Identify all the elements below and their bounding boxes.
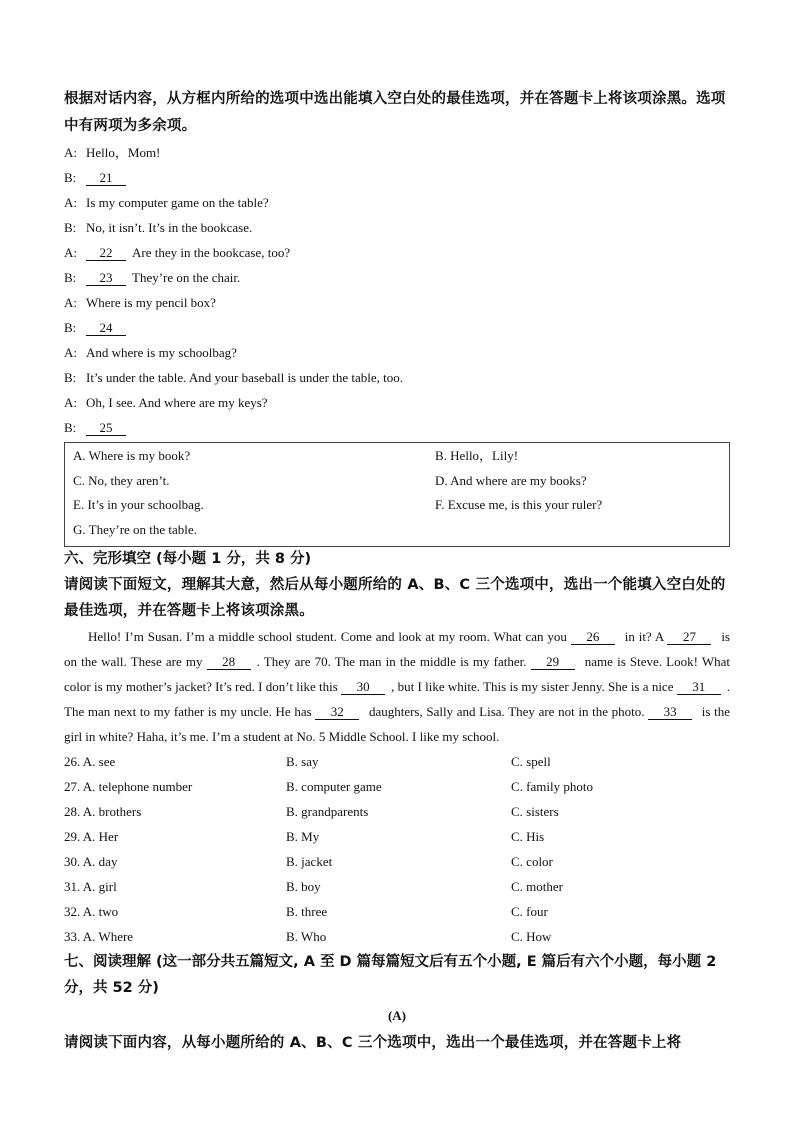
speaker-label: B: <box>64 420 77 435</box>
answer-blank: 23 <box>86 270 126 286</box>
question-row <box>64 849 730 874</box>
speaker-label: B: <box>64 320 77 335</box>
speaker-label: A: <box>64 195 77 210</box>
dialogue-line <box>64 290 730 315</box>
question-option: 28. A. brothers <box>64 804 142 819</box>
question-option: 26. A. see <box>64 754 116 769</box>
question-option: C. four <box>511 904 548 919</box>
dialogue-line <box>64 140 730 165</box>
question-option: B. computer game <box>286 779 382 794</box>
part-label: (A) <box>387 1008 407 1023</box>
question-option: B. boy <box>286 879 321 894</box>
question-row <box>64 824 730 849</box>
question-option: 31. A. girl <box>64 879 117 894</box>
question-option: C. sisters <box>511 804 559 819</box>
question-option: B. jacket <box>286 854 333 869</box>
answer-blank: 25 <box>86 420 126 436</box>
question-row <box>64 749 730 774</box>
cloze-blank: 32 <box>315 704 359 720</box>
dialogue-text: Oh, I see. And where are my keys? <box>86 395 268 410</box>
question-row <box>64 924 730 949</box>
question-option: B. three <box>286 904 328 919</box>
dialogue-text: Is my computer game on the table? <box>86 195 269 210</box>
speaker-label: B: <box>64 270 77 285</box>
question-option: C. color <box>511 854 553 869</box>
dialogue-line <box>64 315 730 340</box>
passage-text: . They are 70. The man in the middle is my father. <box>256 654 531 669</box>
section-6-instruction: 请阅读下面短文，理解其大意，然后从每小题所给的 A、B、C 三个选项中，选出一个能填入空白处的最佳选项，并在答题卡上将该项涂黑。 <box>64 577 726 619</box>
speaker-label: A: <box>64 145 77 160</box>
dialogue-text: It’s under the table. And your baseball is under the table, too. <box>86 370 403 385</box>
question-option: B. My <box>286 829 320 844</box>
cloze-questions <box>64 749 730 949</box>
passage-text: , but I like white. This is my sister Jenny. She is a nice <box>391 679 677 694</box>
dialogue-line <box>64 190 730 215</box>
speaker-label: B: <box>64 220 77 235</box>
cloze-blank: 28 <box>207 654 251 670</box>
question-option: C. His <box>511 829 545 844</box>
passage-text: . The man next to my father is my uncle. He has <box>64 679 730 719</box>
section-7-title: 七、阅读理解 (这一部分共五篇短文, A 至 D 篇每篇短文后有五个小题, E 篇后有六个小题，每小题 2 分，共 52 分) <box>64 954 717 996</box>
cloze-blank: 29 <box>531 654 575 670</box>
passage-text: in it? A <box>620 629 668 644</box>
question-row <box>64 874 730 899</box>
question-option: 33. A. Where <box>64 929 134 944</box>
question-option: C. How <box>511 929 552 944</box>
speaker-label: A: <box>64 245 77 260</box>
question-row <box>64 799 730 824</box>
passage-text: name is Steve. Look! What color is my mother’s jacket? It’s red. I don’t like this <box>64 654 730 694</box>
option-item: D. And where are my books? <box>435 472 587 488</box>
answer-blank: 24 <box>86 320 126 336</box>
question-option: B. Who <box>286 929 327 944</box>
dialogue-line <box>64 365 730 390</box>
question-option: C. mother <box>511 879 563 894</box>
dialogue-text: Hello，Mom! <box>86 145 161 160</box>
option-item: G. They’re on the table. <box>73 521 197 537</box>
speaker-label: A: <box>64 395 77 410</box>
question-option: C. spell <box>511 754 551 769</box>
cloze-blank: 33 <box>648 704 692 720</box>
cloze-blank: 31 <box>677 679 721 695</box>
question-option: 29. A. Her <box>64 829 119 844</box>
dialogue-text: Are they in the bookcase, too? <box>132 245 291 260</box>
passage-text: Hello! I’m Susan. I’m a middle school student. Come and look at my room. What can you <box>88 629 571 644</box>
answer-blank: 22 <box>86 245 126 261</box>
cloze-passage <box>64 624 730 749</box>
exam-page <box>64 86 730 1057</box>
dialogue-instruction: 根据对话内容，从方框内所给的选项中选出能填入空白处的最佳选项，并在答题卡上将该项涂黑。选项中有两项为多余项。 <box>64 91 726 134</box>
passage-text: is on the wall. These are my <box>64 629 730 669</box>
dialogue-line <box>64 165 730 190</box>
option-item: F. Excuse me, is this your ruler? <box>435 497 603 512</box>
dialogue-text: And where is my schoolbag? <box>86 345 237 360</box>
question-option: 27. A. telephone number <box>64 779 193 794</box>
dialogue-text: They’re on the chair. <box>132 270 241 285</box>
option-item: A. Where is my book? <box>73 448 191 463</box>
cloze-blank: 27 <box>667 629 711 645</box>
speaker-label: A: <box>64 345 77 360</box>
question-option: B. grandparents <box>286 804 369 819</box>
question-row <box>64 774 730 799</box>
dialogue-text: No, it isn’t. It’s in the bookcase. <box>86 220 253 235</box>
options-box <box>64 442 730 547</box>
passage-text: is the girl in white? Haha, it’s me. I’m a student at No. 5 Middle School. I like my school. <box>64 704 730 744</box>
dialogue-line <box>64 265 730 290</box>
question-option: 30. A. day <box>64 854 118 869</box>
question-option: B. say <box>286 754 319 769</box>
dialogue-line <box>64 415 730 440</box>
dialogue <box>64 140 730 440</box>
question-row <box>64 899 730 924</box>
question-option: 32. A. two <box>64 904 119 919</box>
speaker-label: B: <box>64 170 77 185</box>
dialogue-line <box>64 340 730 365</box>
passage-text: daughters, Sally and Lisa. They are not in the photo. <box>365 704 649 719</box>
section-7-instruction: 请阅读下面内容，从每小题所给的 A、B、C 三个选项中，选出一个最佳选项，并在答题卡上将 <box>64 1035 682 1051</box>
dialogue-line <box>64 240 730 265</box>
option-item: E. It’s in your schoolbag. <box>73 497 204 512</box>
speaker-label: A: <box>64 295 77 310</box>
option-item: C. No, they aren’t. <box>73 472 170 488</box>
cloze-blank: 30 <box>341 679 385 695</box>
section-6-title: 六、完形填空 (每小题 1 分，共 8 分) <box>64 551 312 567</box>
question-option: C. family photo <box>511 779 593 794</box>
dialogue-line <box>64 215 730 240</box>
cloze-blank: 26 <box>571 629 615 645</box>
speaker-label: B: <box>64 370 77 385</box>
dialogue-line <box>64 390 730 415</box>
dialogue-text: Where is my pencil box? <box>86 295 216 310</box>
answer-blank: 21 <box>86 170 126 186</box>
option-item: B. Hello，Lily! <box>435 448 519 463</box>
